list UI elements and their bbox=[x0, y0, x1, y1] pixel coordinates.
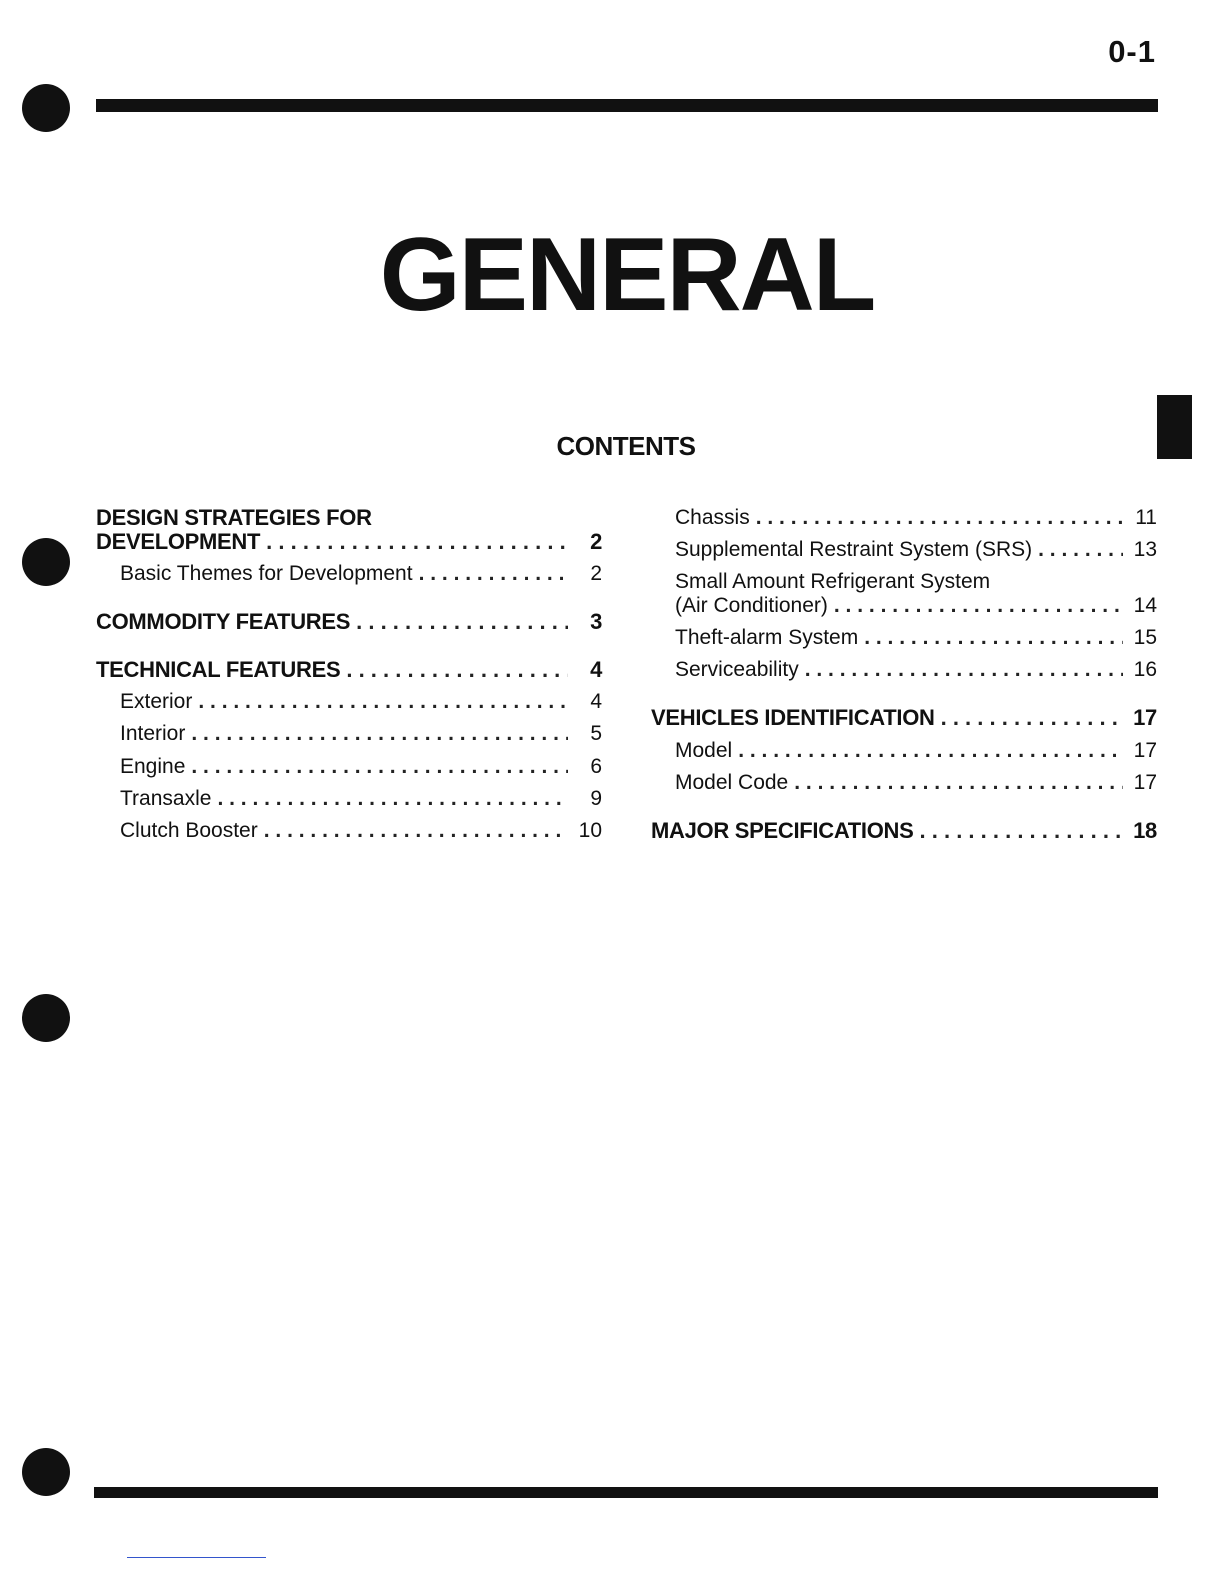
toc-leader-dots bbox=[1038, 538, 1123, 562]
toc-leader-dots bbox=[198, 690, 568, 714]
toc-entry-page: 3 bbox=[590, 609, 602, 634]
toc-entry[interactable] bbox=[675, 739, 1157, 763]
page-title: GENERAL bbox=[379, 217, 875, 333]
toc-leader-dots bbox=[191, 755, 568, 779]
toc-leader-dots bbox=[920, 819, 1123, 843]
toc-entry-page: 2 bbox=[590, 529, 602, 554]
toc-entry-label: VEHICLES IDENTIFICATION bbox=[651, 705, 935, 730]
toc-entry[interactable] bbox=[120, 755, 602, 779]
toc-entry[interactable] bbox=[120, 562, 602, 586]
toc-entry[interactable] bbox=[651, 819, 1157, 843]
toc-entry[interactable] bbox=[120, 819, 602, 843]
toc-entry-page: 10 bbox=[578, 819, 602, 842]
toc-entry-page: 15 bbox=[1133, 626, 1157, 649]
toc-leader-dots bbox=[794, 771, 1123, 795]
toc-leader-dots bbox=[266, 530, 568, 554]
toc-entry-page: 14 bbox=[1133, 594, 1157, 617]
toc-entry-page: 13 bbox=[1133, 538, 1157, 561]
toc-entry-label: COMMODITY FEATURES bbox=[96, 609, 351, 634]
toc-entry[interactable] bbox=[120, 690, 602, 714]
toc-entry-page: 5 bbox=[590, 722, 602, 745]
toc-entry-page: 2 bbox=[590, 562, 602, 585]
punch-hole bbox=[22, 84, 70, 132]
toc-entry[interactable] bbox=[675, 658, 1157, 682]
toc-entry[interactable] bbox=[675, 771, 1157, 795]
toc-entry-label: Basic Themes for Development bbox=[120, 562, 413, 585]
toc-leader-dots bbox=[264, 819, 568, 843]
toc-leader-dots bbox=[941, 706, 1123, 730]
toc-entry[interactable] bbox=[675, 538, 1157, 562]
punch-hole bbox=[22, 994, 70, 1042]
toc-entry[interactable] bbox=[675, 506, 1157, 530]
toc-leader-dots bbox=[756, 506, 1123, 530]
toc-entry-label: MAJOR SPECIFICATIONS bbox=[651, 818, 914, 843]
footer-link-underline bbox=[127, 1557, 266, 1558]
toc-entry-page: 18 bbox=[1133, 818, 1157, 843]
bottom-rule bbox=[94, 1487, 1158, 1498]
toc-entry-page: 4 bbox=[590, 690, 602, 713]
toc-leader-dots bbox=[191, 722, 568, 746]
toc-entry-page: 17 bbox=[1133, 705, 1157, 730]
toc-entry-label: Theft-alarm System bbox=[675, 626, 859, 649]
toc-entry-label: Supplemental Restraint System (SRS) bbox=[675, 538, 1033, 561]
top-rule bbox=[96, 99, 1158, 112]
page-number: 0-1 bbox=[1108, 34, 1156, 69]
toc-entry-label: TECHNICAL FEATURES bbox=[96, 657, 341, 682]
toc-leader-dots bbox=[346, 658, 568, 682]
toc-entry[interactable] bbox=[96, 530, 602, 554]
toc-entry[interactable] bbox=[96, 658, 602, 682]
toc-entry[interactable] bbox=[120, 787, 602, 811]
toc-entry-label: (Air Conditioner) bbox=[675, 594, 828, 617]
toc-entry-page: 16 bbox=[1133, 658, 1157, 681]
toc-entry-label: Model Code bbox=[675, 771, 789, 794]
toc-entry-page: 17 bbox=[1133, 771, 1157, 794]
toc-entry-label: Engine bbox=[120, 755, 186, 778]
toc-entry-label: Interior bbox=[120, 722, 186, 745]
toc-entry-label: DEVELOPMENT bbox=[96, 529, 261, 554]
toc-entry-label: Clutch Booster bbox=[120, 819, 258, 842]
toc-entry-label: Chassis bbox=[675, 506, 750, 529]
toc-entry-label-line1: DESIGN STRATEGIES FOR bbox=[96, 505, 372, 530]
toc-entry[interactable] bbox=[651, 706, 1157, 730]
toc-entry-label: Model bbox=[675, 739, 733, 762]
toc-entry-label: Serviceability bbox=[675, 658, 799, 681]
toc-entry-page: 9 bbox=[590, 787, 602, 810]
toc-leader-dots bbox=[738, 739, 1123, 763]
toc-entry-page: 4 bbox=[590, 657, 602, 682]
toc-leader-dots bbox=[419, 562, 568, 586]
toc-entry-page: 6 bbox=[590, 755, 602, 778]
toc-leader-dots bbox=[356, 610, 568, 634]
punch-hole bbox=[22, 1448, 70, 1496]
toc-leader-dots bbox=[805, 658, 1123, 682]
toc-entry[interactable] bbox=[675, 626, 1157, 650]
toc-entry-page: 17 bbox=[1133, 739, 1157, 762]
contents-heading: CONTENTS bbox=[556, 431, 696, 461]
toc-entry-label: Transaxle bbox=[120, 787, 212, 810]
toc-leader-dots bbox=[864, 626, 1123, 650]
toc-entry-page: 11 bbox=[1135, 506, 1157, 529]
toc-entry-label: Exterior bbox=[120, 690, 193, 713]
toc-leader-dots bbox=[834, 594, 1123, 618]
toc-leader-dots bbox=[217, 787, 568, 811]
toc-entry[interactable] bbox=[120, 722, 602, 746]
toc-entry[interactable] bbox=[96, 610, 602, 634]
punch-hole bbox=[22, 538, 70, 586]
toc-entry[interactable] bbox=[675, 594, 1157, 618]
toc-entry-label-line1: Small Amount Refrigerant System bbox=[675, 570, 991, 593]
